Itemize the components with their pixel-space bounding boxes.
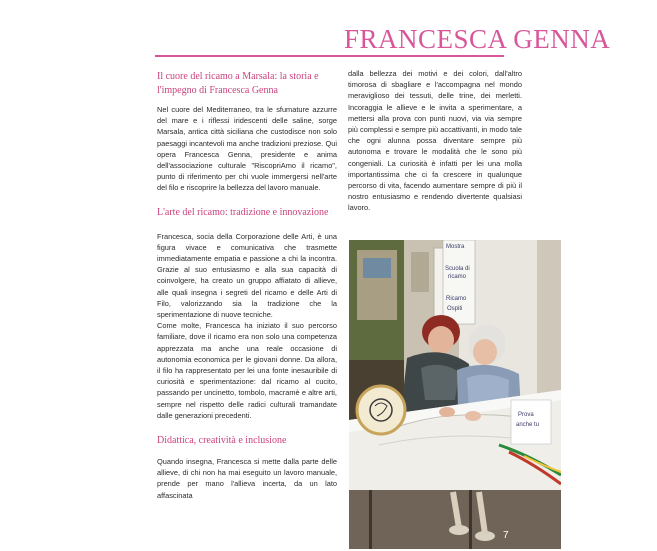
paragraph-continuation: dalla bellezza dei motivi e dei colori, dall'altro timorosa di sbagliare e l'accompagna nel mondo meraviglioso dei tessuti, delle trine, dei merletti. Incoraggia le allieve e le invita a sperimentare, a mettersi alla prova con punti nuovi, via via sempre più complessi e sempre più accattivanti, in modo tale che ogni alunna possa diventare sempre più autonoma e trovare le modalità che le sono più congeniali. La curiosità è infatti per lei una molla importantissima che ci fa crescere in qualunque percorso di vita, facendo aumentare sempre di più il nostro entusiasmo e rendendo divertente qualsiasi lavoro. (348, 69, 522, 213)
sign-back-line-5: Ospiti (447, 306, 463, 312)
page-title: FRANCESCA GENNA (344, 24, 611, 54)
sign-back-line-2: Scuola di (445, 266, 470, 272)
page-number: 7 (503, 530, 509, 541)
paragraph-art-1: Francesca, socia della Corporazione delle Arti, è una figura vivace e comunicativa che trasmette immediatamente empatia e passione a chi la incontra. Grazie al suo entusiasmo e alla sua capacità di coinvolgere, ha creato un gruppo affiatato di allieve, alle quali insegna i segreti del ricamo e delle Arti di Filo, valorizzando sia la tradizione che la sperimentazione di nuove tecniche. (157, 231, 337, 320)
sign-back-line-3: ricamo (448, 274, 467, 280)
sign-table-line-1: Prova (518, 412, 534, 418)
embroidery-class-photo (349, 240, 561, 549)
photo-illustration (349, 240, 561, 549)
right-column (348, 68, 522, 214)
title-underline (155, 55, 504, 57)
paragraph-history: Nel cuore del Mediterraneo, tra le sfumature azzurre del mare e i riflessi iridescenti delle saline, sorge Marsala, antica città siciliana che custodisce non solo paesaggi incantevoli ma anche tradizioni preziose. Qui opera Francesca Genna, presidente e anima dell'associazione culturale "RiscopriAmo il ricamo", punto di riferimento per chi vuole immergersi nell'arte del filo e riscoprire la bellezza del lavoro manuale. (157, 105, 337, 193)
sign-table-line-2: anche tu (516, 422, 540, 428)
sign-back-line-1: Mostra (446, 244, 465, 250)
left-column (157, 70, 337, 501)
sign-back-line-4: Ricamo (446, 296, 467, 302)
section-heading-didactics: Didattica, creatività e inclusione (157, 435, 287, 447)
paragraph-didactics: Quando insegna, Francesca si mette dalla parte delle allieve, di chi non ha mai eseguito un lavoro manuale, prende per mano l'allieva incerta, da un lato affascinata (157, 457, 337, 500)
paragraph-art-2: Come molte, Francesca ha iniziato il suo percorso familiare, dove il ricamo era non solo una competenza apprezzata ma anche una reale occasione di autonomia economica per le giovani donne. Da allora, il filo ha rappresentato per lei una fonte inesauribile di curiosità e sperimentazione: dal ricamo al cucito, passando per uncinetto, tombolo, macramè e altre arti, sempre nel rispetto delle radici culturali tramandate dalle generazioni precedenti. (157, 321, 337, 420)
section-heading-history: Il cuore del ricamo a Marsala: la storia e l'impegno di Francesca Genna (157, 71, 319, 96)
section-heading-art: L'arte del ricamo: tradizione e innovazione (157, 206, 329, 218)
